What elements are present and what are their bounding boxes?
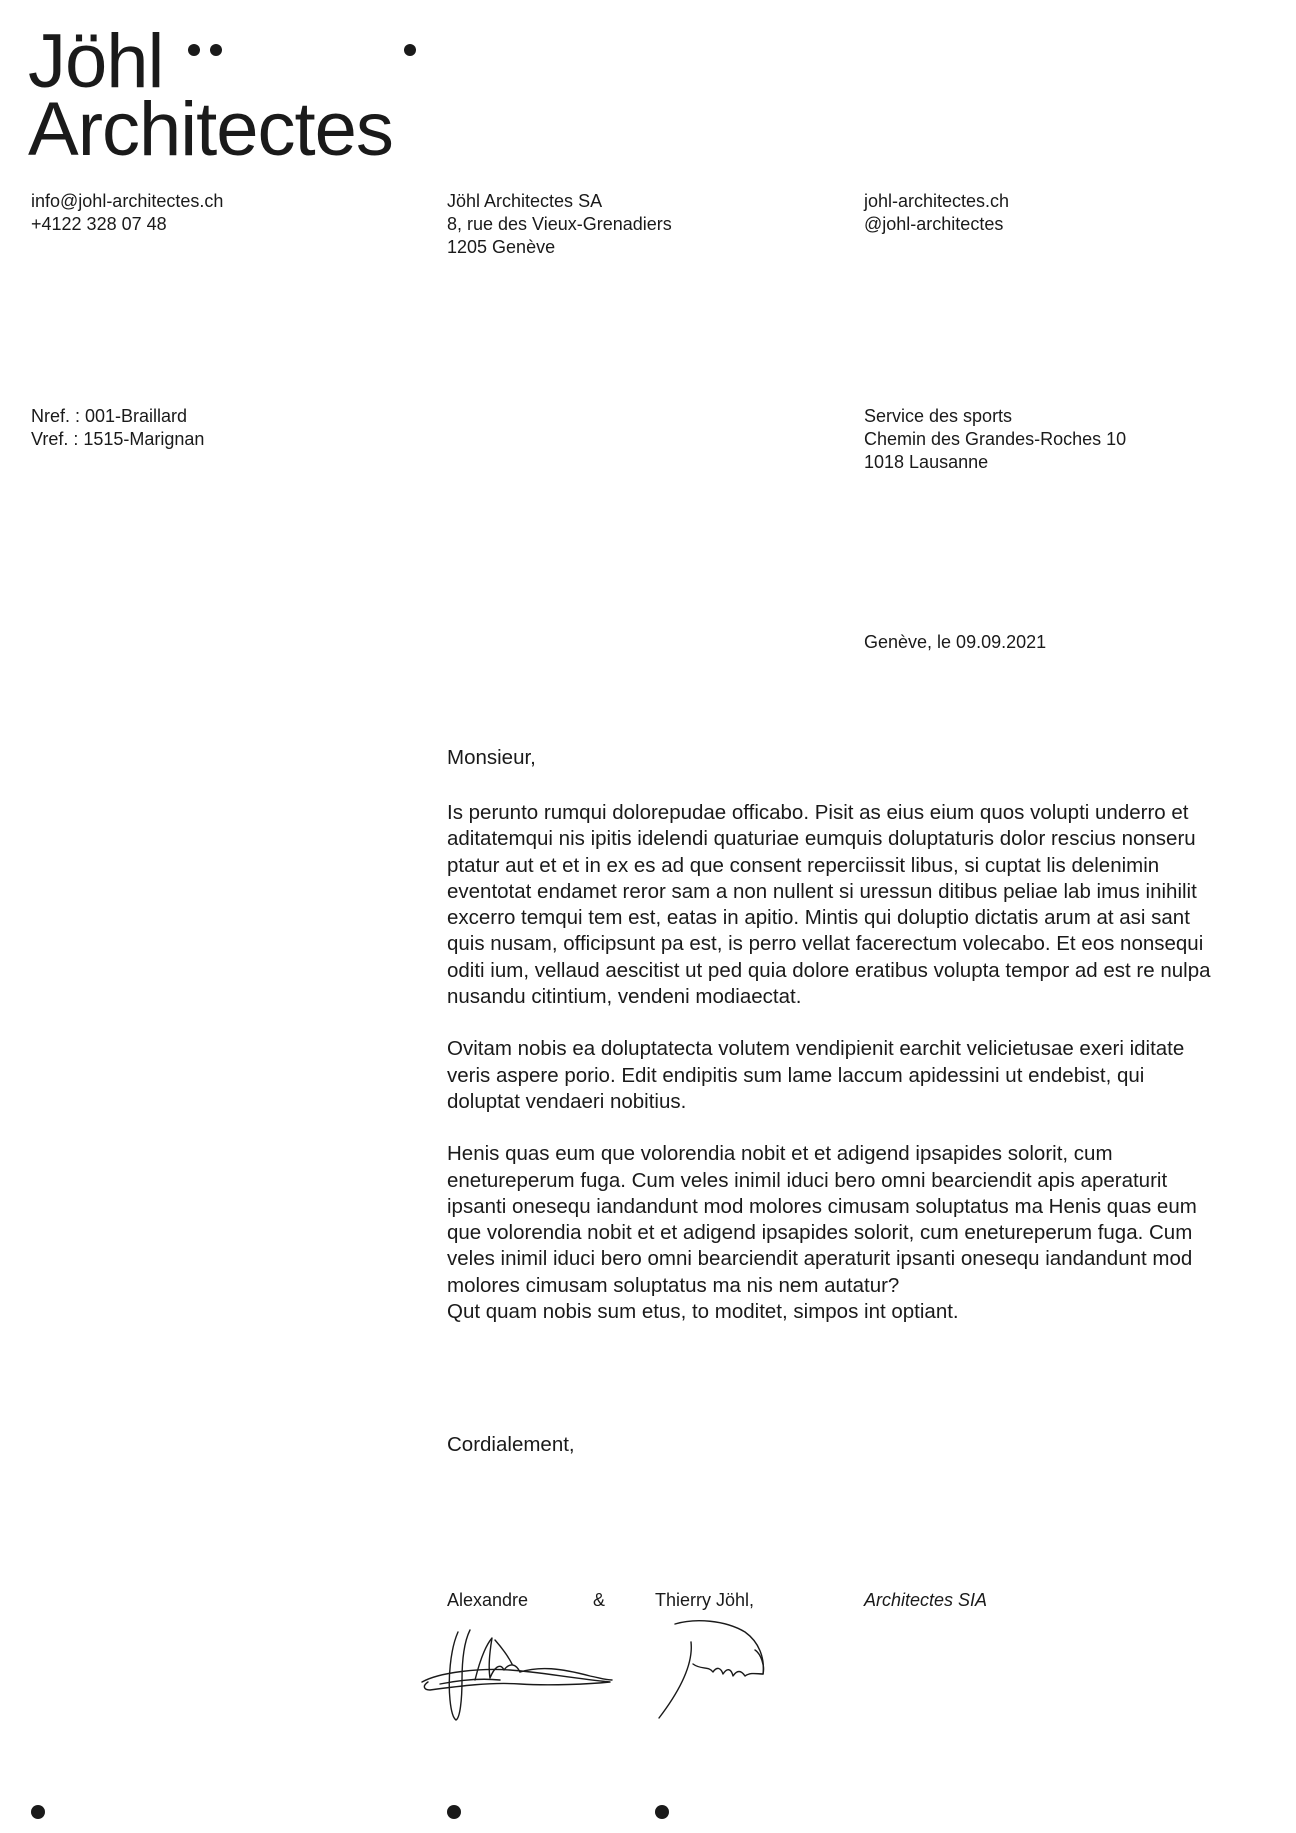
logo-dot-2 — [210, 44, 222, 56]
company-name: Jöhl Architectes SA — [447, 191, 603, 211]
paragraph-2: Ovitam nobis ea doluptatecta volutem vendipienit earchit velicietusae exeri iditate veris aspere porio. Edit endipitis sum lame laccum apidessini ut endebist, qui doluptat vendaeri nobitius. — [447, 1037, 1185, 1113]
closing: Cordialement, — [447, 1433, 575, 1456]
references-block — [31, 405, 204, 451]
recipient-address-block — [864, 405, 1126, 474]
company-street: 8, rue des Vieux-Grenadiers — [447, 214, 672, 234]
web-block — [864, 190, 1009, 236]
footer-dot-left — [31, 1805, 45, 1819]
letter-date: Genève, le 09.09.2021 — [864, 632, 1047, 652]
letter-body — [447, 800, 1217, 1325]
recipient-line-1: Service des sports — [864, 406, 1013, 426]
signatory-title: Architectes SIA — [864, 1590, 988, 1610]
company-city: 1205 Genève — [447, 237, 556, 257]
logo-dot-3 — [404, 44, 416, 56]
contact-email[interactable]: info@johl-architectes.ch — [31, 191, 224, 211]
contact-block — [31, 190, 223, 236]
your-reference: Vref. : 1515-Marignan — [31, 429, 205, 449]
contact-phone[interactable]: +4122 328 07 48 — [31, 214, 167, 234]
salutation: Monsieur, — [447, 746, 536, 769]
signature-alexandre-image — [420, 1620, 620, 1730]
signature-thierry-image — [655, 1614, 785, 1724]
social-handle[interactable]: @johl-architectes — [864, 214, 1004, 234]
paragraph-3: Henis quas eum que volorendia nobit et et adigend ipsapides solorit, cum enetureperum fuga. Cum veles inimil iduci bero omni bearciendit apis aperaturit ipsanti onesequ iandandunt mod molores cimusam soluptatus ma Henis quas eum que volorendia nobit et et adigend ipsapides solorit, cum enetureperum fuga. Cum veles inimil iduci bero omni bearciendit aperaturit ipsanti onesequ iandandunt mod molores cimusam soluptatus ma nis nem autatur? — [447, 1142, 1197, 1297]
signatory-first: Alexandre — [447, 1590, 529, 1610]
footer-dot-middle — [447, 1805, 461, 1819]
website-link[interactable]: johl-architectes.ch — [864, 191, 1010, 211]
signatory-ampersand: & — [593, 1590, 606, 1610]
footer-dot-right — [655, 1805, 669, 1819]
recipient-line-2: Chemin des Grandes-Roches 10 — [864, 429, 1127, 449]
company-address-block — [447, 190, 672, 259]
logo-dot-1 — [188, 44, 200, 56]
paragraph-1: Is perunto rumqui dolorepudae officabo. Pisit as eius eium quos volupti underro et aditatemqui nis ipitis idelendi quaturiae eumquis doluptaturis dolor rescius nonseru ptatur aut et et in ex es ad que consent reperciissit libus, si cuptat lis delenimin eventotat endamet reror sam a non nullent si uressun ditibus peliae lab imus inihilit excerro temqui tem est, eatas in apitio. Mintis qui doluptio dictatis arum at asi sant quis nusam, officipsunt pa est, is perro vellat facerectum volecabo. Et eos nonsequi oditi ium, vellaud aescitist ut ped quia dolore eratibus volupta tempor ad est re nulpa nusandu citintium, vendeni modiaectat. — [447, 801, 1211, 1009]
paragraph-4: Qut quam nobis sum etus, to moditet, simpos int optiant. — [447, 1300, 959, 1324]
logo-line-1: Jöhl — [28, 19, 164, 104]
recipient-line-3: 1018 Lausanne — [864, 452, 989, 472]
signatory-second: Thierry Jöhl, — [655, 1590, 755, 1610]
logo-line-2: Architectes — [28, 87, 393, 172]
our-reference: Nref. : 001-Braillard — [31, 406, 188, 426]
